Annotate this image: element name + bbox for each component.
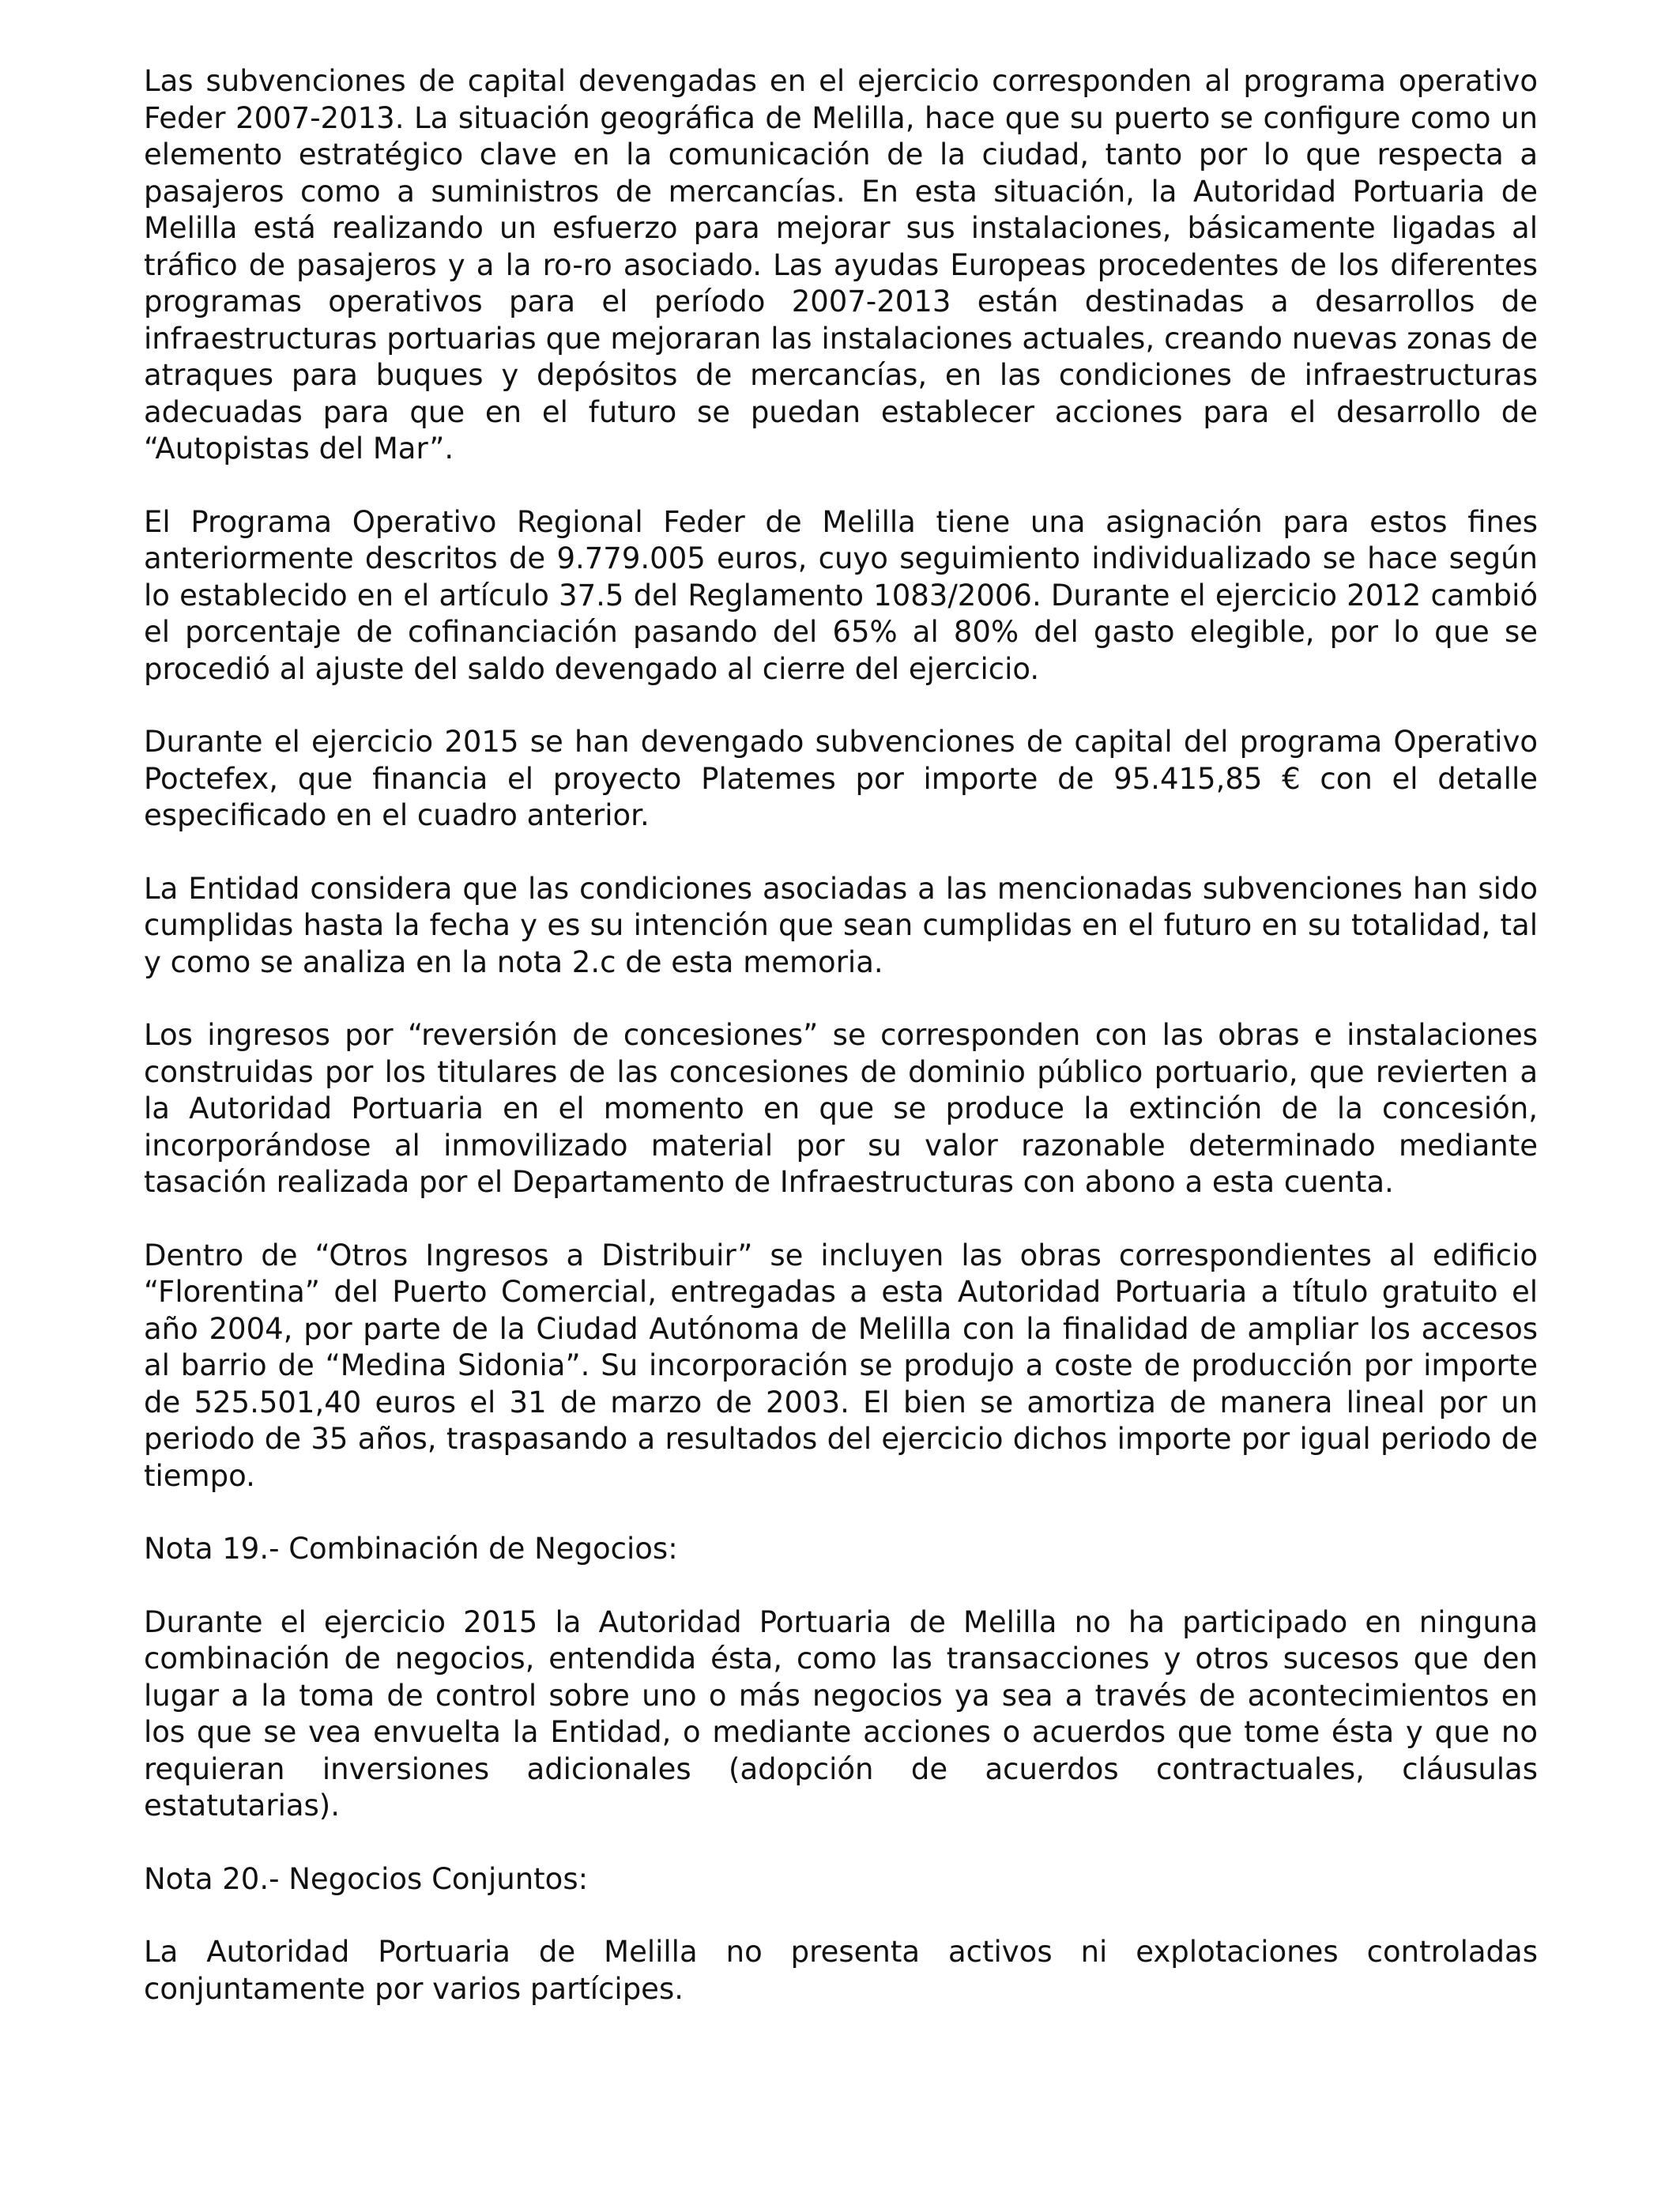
paragraph-poctefex: Durante el ejercicio 2015 se han devengado subvenciones de capital del programa Operativo Poctefex, que financia el proyecto Platemes por importe de 95.415,85 € con el detalle especificado en el cuadro anterior. [144,725,1538,832]
document-page [144,63,1538,2044]
paragraph-capital-subsidies: Las subvenciones de capital devengadas en el ejercicio corresponden al programa operativo Feder 2007-2013. La situación geográfica de Melilla, hace que su puerto se configure como un elemento estratégico clave en la comunicación de la ciudad, tanto por lo que respecta a pasajeros como a suministros de mercancías. En esta situación, la Autoridad Portuaria de Melilla está realizando un esfuerzo para mejorar sus instalaciones, básicamente ligadas al tráfico de pasajeros y a la ro-ro asociado. Las ayudas Europeas procedentes de los diferentes programas operativos para el período 2007-2013 están destinadas a desarrollos de infraestructuras portuarias que mejoraran las instalaciones actuales, creando nuevas zonas de atraques para buques y depósitos de mercancías, en las condiciones de infraestructuras adecuadas para que en el futuro se puedan establecer acciones para el desarrollo de “Autopistas del Mar”. [144,64,1538,466]
paragraph-joint-ventures: La Autoridad Portuaria de Melilla no presenta activos ni explotaciones controladas conjuntamente por varios partícipes. [144,1935,1538,2006]
paragraph-business-combination: Durante el ejercicio 2015 la Autoridad Portuaria de Melilla no ha participado en ninguna combinación de negocios, entendida ésta, como las transacciones y otros sucesos que den lugar a la toma de control sobre uno o más negocios ya sea a través de acontecimientos en los que se vea envuelta la Entidad, o mediante acciones o acuerdos que tome ésta y que no requieran inversiones adicionales (adopción de acuerdos contractuales, cláusulas estatutarias). [144,1604,1538,1823]
paragraph-conditions: La Entidad considera que las condiciones asociadas a las mencionadas subvenciones han sido cumplidas hasta la fecha y es su intención que sean cumplidas en el futuro en su totalidad, tal y como se analiza en la nota 2.c de esta memoria. [144,871,1538,979]
paragraph-feder-program: El Programa Operativo Regional Feder de Melilla tiene una asignación para estos fines anteriormente descritos de 9.779.005 euros, cuyo seguimiento individualizado se hace según lo establecido en el artículo 37.5 del Reglamento 1083/2006. Durante el ejercicio 2012 cambió el porcentaje de cofinanciación pasando del 65% al 80% del gasto elegible, por lo que se procedió al ajuste del saldo devengado al cierre del ejercicio. [144,504,1538,686]
paragraph-reversion: Los ingresos por “reversión de concesiones” se corresponden con las obras e instalaciones construidas por los titulares de las concesiones de dominio público portuario, que revierten a la Autoridad Portuaria en el momento en que se produce la extinción de la concesión, incorporándose al inmovilizado material por su valor razonable determinado mediante tasación realizada por el Departamento de Infraestructuras con abono a esta cuenta. [144,1018,1538,1199]
section-heading-note-19: Nota 19.- Combinación de Negocios: [144,1532,678,1566]
section-heading-note-20: Nota 20.- Negocios Conjuntos: [144,1861,589,1896]
paragraph-other-income: Dentro de “Otros Ingresos a Distribuir” se incluyen las obras correspondientes al edificio “Florentina” del Puerto Comercial, entregadas a esta Autoridad Portuaria a título gratuito el año 2004, por parte de la Ciudad Autónoma de Melilla con la finalidad de ampliar los accesos al barrio de “Medina Sidonia”. Su incorporación se produjo a coste de producción por importe de 525.501,40 euros el 31 de marzo de 2003. El bien se amortiza de manera lineal por un periodo de 35 años, traspasando a resultados del ejercicio dichos importe por igual periodo de tiempo. [144,1238,1538,1493]
